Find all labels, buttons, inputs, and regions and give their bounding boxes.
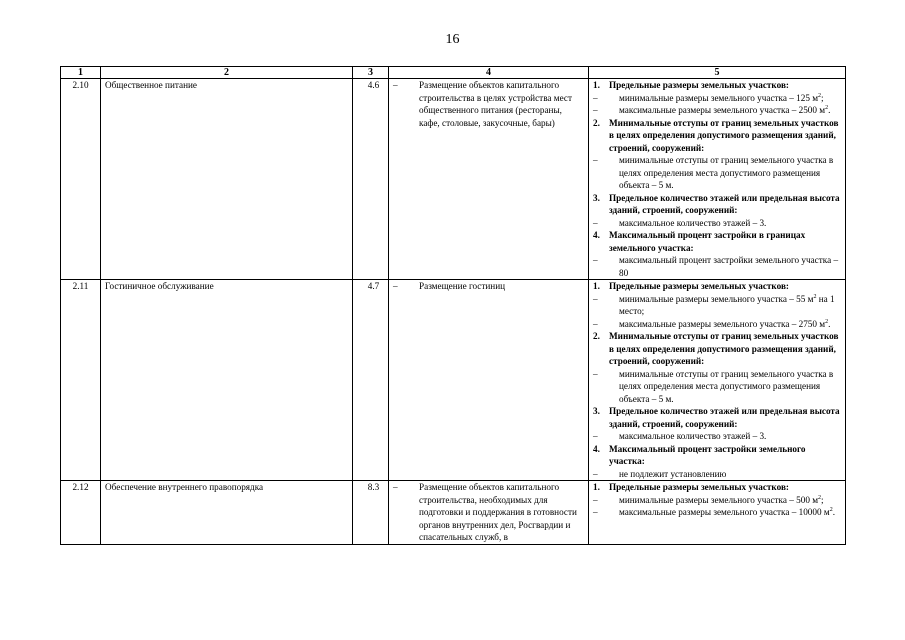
zoning-table (60, 66, 846, 545)
parameter-value: максимальные размеры земельного участка – 10000 м (619, 507, 830, 517)
parameter-text (609, 494, 841, 507)
dash-marker: – (593, 318, 598, 329)
header-col-2: 2 (101, 67, 353, 79)
header-row (61, 67, 846, 79)
header-col-3: 3 (353, 67, 389, 79)
parameter-text (609, 154, 841, 192)
parameter-value: минимальные отступы от границ земельного участка в целях определения места допустимого размещения объекта – 5 м. (619, 155, 834, 190)
parameter-text (609, 468, 841, 481)
parameter-value: не подлежит установлению (619, 468, 727, 479)
description-item (393, 79, 584, 129)
section-number: 1. (593, 80, 600, 90)
section-number: 3. (593, 192, 600, 203)
parameters-cell (589, 280, 846, 481)
parameter-text (609, 254, 841, 279)
dash-marker: – (593, 468, 598, 479)
dash-marker: – (593, 155, 598, 165)
parameter-item (593, 506, 841, 519)
section-number: 4. (593, 443, 600, 454)
use-type-name: Гостиничное обслуживание (101, 280, 353, 481)
superscript: 2 (818, 92, 822, 99)
dash-marker: – (593, 368, 598, 379)
row-number: 2.11 (61, 280, 101, 481)
dash-marker: – (393, 281, 398, 291)
use-type-code: 4.6 (353, 79, 389, 280)
parameter-tail: . (832, 507, 835, 517)
parameter-item (593, 92, 841, 105)
parameter-tail: . (828, 105, 831, 115)
dash-marker: – (593, 255, 598, 265)
description-text: Размещение гостиниц (419, 281, 506, 291)
section-title-text: Максимальный процент застройки земельного участка: (609, 443, 806, 466)
section-number: 1. (593, 482, 600, 492)
parameter-item (593, 293, 841, 318)
table-row (61, 481, 846, 545)
use-type-code: 8.3 (353, 481, 389, 545)
dash-marker: – (593, 293, 598, 304)
parameter-tail: на 1 место; (619, 293, 835, 316)
parameter-text (609, 217, 841, 230)
parameter-value: максимальное количество этажей – 3. (619, 431, 767, 441)
header-col-1: 1 (61, 67, 101, 79)
use-type-code: 4.7 (353, 280, 389, 481)
use-description (389, 481, 589, 545)
section-title-text: Предельные размеры земельных участков: (609, 281, 789, 291)
superscript: 2 (829, 506, 833, 513)
section-number: 2. (593, 117, 600, 128)
description-item (393, 481, 584, 544)
superscript: 2 (825, 318, 829, 325)
parameter-value: минимальные размеры земельного участка – 55 м (619, 293, 814, 304)
parameter-text (609, 104, 841, 117)
dash-marker: – (393, 80, 398, 90)
parameter-value: максимальный процент застройки земельного участка – 80 (619, 255, 839, 278)
superscript: 2 (813, 293, 817, 300)
parameter-tail: ; (821, 92, 824, 103)
header-col-5: 5 (589, 67, 846, 79)
table-row (61, 79, 846, 280)
dash-marker: – (593, 431, 598, 441)
section-title-text: Предельные размеры земельных участков: (609, 80, 789, 90)
parameter-section-title (593, 117, 841, 155)
dash-marker: – (393, 482, 398, 492)
section-number: 2. (593, 331, 600, 341)
parameter-text (609, 506, 841, 519)
use-description (389, 79, 589, 280)
use-type-name: Обеспечение внутреннего правопорядка (101, 481, 353, 545)
section-number: 4. (593, 230, 600, 240)
section-title-text: Максимальный процент застройки в границах земельного участка: (609, 230, 806, 253)
section-title-text: Минимальные отступы от границ земельных участков в целях определения допустимого размещения зданий, строений, сооружений: (609, 117, 839, 153)
dash-marker: – (593, 217, 598, 228)
parameter-tail: . (828, 318, 831, 329)
parameter-section-title (593, 481, 841, 494)
parameter-section-title (593, 443, 841, 468)
section-title-text: Предельное количество этажей или предельная высота зданий, строений, сооружений: (609, 406, 840, 429)
description-text: Размещение объектов капитального строительства, необходимых для подготовки и поддержания в готовности органов внутренних дел, Росгвардии и спасательных служб, в (419, 482, 577, 542)
description-text: Размещение объектов капитального строительства в целях устройства мест общественного питания (рестораны, кафе, столовые, закусочные, бары) (419, 80, 572, 128)
parameter-value: максимальные размеры земельного участка – 2500 м (619, 105, 826, 115)
parameter-section-title (593, 280, 841, 293)
header-col-4: 4 (389, 67, 589, 79)
parameter-tail: ; (821, 494, 824, 505)
row-number: 2.12 (61, 481, 101, 545)
parameter-value: минимальные отступы от границ земельного участка в целях определения места допустимого размещения объекта – 5 м. (619, 368, 834, 404)
parameter-item (593, 468, 841, 481)
parameter-text (609, 430, 841, 443)
section-title-text: Минимальные отступы от границ земельных участков в целях определения допустимого размещения зданий, строений, сооружений: (609, 331, 839, 366)
section-number: 1. (593, 281, 600, 291)
parameter-item (593, 154, 841, 192)
parameter-item (593, 217, 841, 230)
parameter-value: максимальное количество этажей – 3. (619, 217, 767, 228)
parameter-item (593, 430, 841, 443)
parameter-item (593, 254, 841, 279)
parameter-value: максимальные размеры земельного участка – 2750 м (619, 318, 826, 329)
section-title-text: Предельное количество этажей или предельная высота зданий, строений, сооружений: (609, 192, 840, 215)
dash-marker: – (593, 494, 598, 505)
parameter-section-title (593, 229, 841, 254)
dash-marker: – (593, 507, 598, 517)
dash-marker: – (593, 92, 598, 103)
parameter-item (593, 368, 841, 406)
section-title-text: Предельные размеры земельных участков: (609, 482, 789, 492)
use-description (389, 280, 589, 481)
parameter-text (609, 293, 841, 318)
table-body (61, 79, 846, 545)
page-number: 16 (445, 32, 460, 47)
superscript: 2 (825, 104, 829, 111)
parameters-cell (589, 79, 846, 280)
table-row (61, 280, 846, 481)
parameter-section-title (593, 330, 841, 368)
superscript: 2 (818, 494, 822, 501)
parameter-section-title (593, 79, 841, 92)
row-number: 2.10 (61, 79, 101, 280)
parameter-text (609, 368, 841, 406)
parameter-item (593, 104, 841, 117)
use-type-name: Общественное питание (101, 79, 353, 280)
parameter-item (593, 494, 841, 507)
section-number: 3. (593, 406, 600, 416)
description-item (393, 280, 584, 293)
parameter-value: минимальные размеры земельного участка – 500 м (619, 494, 819, 505)
dash-marker: – (593, 105, 598, 115)
parameters-cell (589, 481, 846, 545)
parameter-section-title (593, 192, 841, 217)
parameter-text (609, 318, 841, 331)
parameter-value: минимальные размеры земельного участка – 125 м (619, 92, 819, 103)
parameter-text (609, 92, 841, 105)
parameter-section-title (593, 405, 841, 430)
parameter-item (593, 318, 841, 331)
